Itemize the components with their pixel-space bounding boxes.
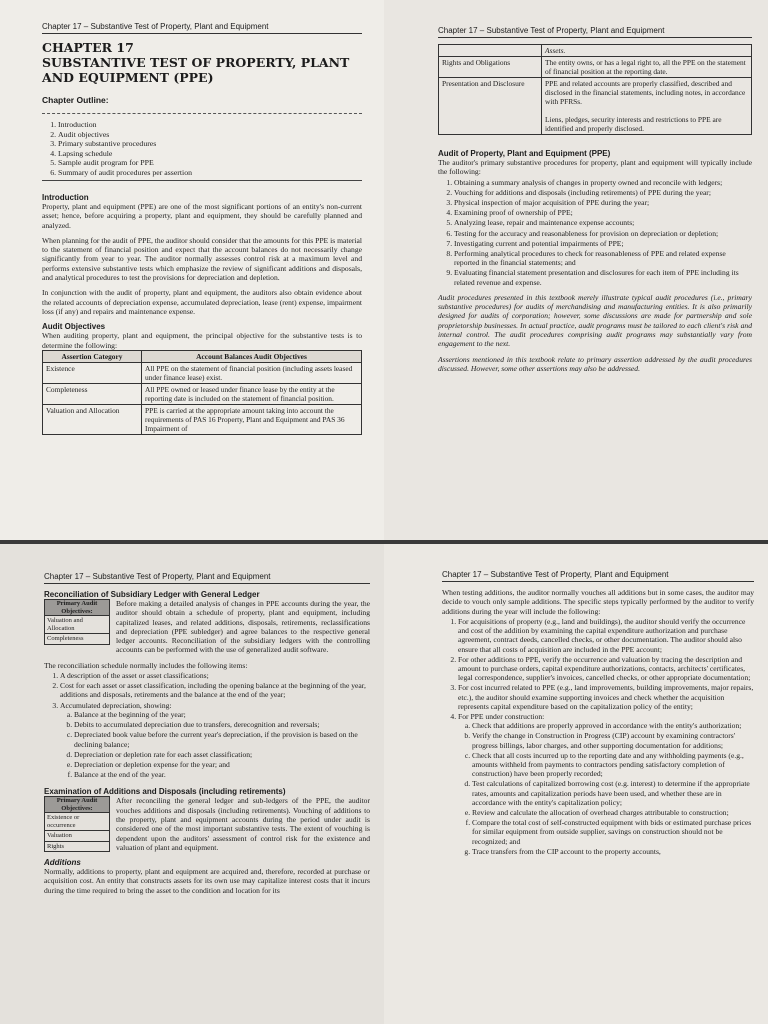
- italic-note: Assertions mentioned in this textbook relate to primary assertion addressed by the audit procedures discussed. However, some other assertions may also be addressed.: [438, 354, 752, 373]
- table-cell: Valuation and Allocation: [43, 404, 142, 434]
- list-item: [458, 712, 754, 856]
- sub-list-item: f. Balance at the end of the year.: [74, 770, 370, 779]
- objectives-box: [44, 796, 110, 852]
- list-item: [60, 701, 370, 780]
- outline-item: 5. Sample audit program for PPE: [58, 158, 362, 168]
- objectives-box-heading: Primary Audit Objectives:: [45, 797, 109, 813]
- list-item: 1. Obtaining a summary analysis of changes in property owned and reconcile with ledgers;: [454, 178, 752, 187]
- objectives-box-item: Rights: [47, 842, 64, 850]
- section-heading: Examination of Additions and Disposals (including retirements): [44, 787, 286, 797]
- table-cell: Completeness: [43, 383, 142, 404]
- section-heading: Introduction: [42, 193, 89, 202]
- chapter-title: CHAPTER 17 SUBSTANTIVE TEST OF PROPERTY, PLANT AND EQUIPMENT (PPE): [42, 40, 350, 85]
- paragraph: After reconciling the general ledger and sub-ledgers of the PPE, the auditor vouches additions and disposals (including retirements). Vouching of additions to the property, plant and equipment accounts during the period under audit is considered one of the most important substantive tests. The extent of vouching is dependent upon the auditors' assessment of control risk for the existence and valuation of plant and equipment.: [116, 796, 370, 852]
- paragraph: Property, plant and equipment (PPE) are one of the most significant portions of an entity's non-current asset; hence, before acquiring a property, plant and equipment, they should be carefully planned and analyzed.: [42, 202, 362, 230]
- outline-item: 1. Introduction: [58, 120, 362, 130]
- sub-list-item: e. Review and calculate the allocation of overhead charges attributable to construction;: [472, 808, 754, 817]
- outline-item: 6. Summary of audit procedures per assertion: [58, 168, 362, 178]
- objectives-box-heading: Primary Audit Objectives:: [45, 600, 109, 616]
- table-row: [43, 362, 362, 383]
- sub-list-item: c. Check that all costs incurred up to the reporting date and any withholding payments (e.g., amounts withheld from payments to contractors pending satisfactory completion of construction) have been properly recorded;: [472, 751, 754, 779]
- objectives-box-item: Valuation and Allocation: [45, 616, 109, 634]
- sub-list-item: b. Verify the change in Construction in Progress (CIP) account by examining contractors' progress billings, labor charges, and other supporting documentation for additions;: [472, 731, 754, 749]
- outline-item: 2. Audit objectives: [58, 130, 362, 140]
- outline-heading: Chapter Outline:: [42, 95, 362, 114]
- list-item: 1. A description of the asset or asset classifications;: [60, 671, 370, 680]
- outline-item: 3. Primary substantive procedures: [58, 139, 362, 149]
- paragraph: Before making a detailed analysis of changes in PPE accounts during the year, the auditor should obtain a schedule of property, plant and equipment, including capitalized leases, and related additions, disposals, retirements, reclassifications and depreciation (PPE subledger) and agree balances to the respective general ledger accounts. Reconciliation of the subsidiary ledgers with the controlling accounts can be performed with the use of generalized audit software.: [116, 599, 370, 655]
- italic-note: Audit procedures presented in this textbook merely illustrate typical audit procedures (i.e., primary substantive procedures) for audits of merchandising and manufacturing entities. It is also primarily designed for audits of corporation; however, some discussions are made for partnership and sole proprietorship businesses. In actual practice, audit programs must be tailored to each client's risk and internal control. The audit procedures comprising audit programs may substantially vary from engagement to the next.: [438, 292, 752, 349]
- table-cell: All PPE owned or leased under finance lease by the entity at the reporting date is included on the statement of financial position.: [142, 383, 362, 404]
- section-heading: Audit Objectives: [42, 322, 106, 332]
- table-cell: Existence: [43, 362, 142, 383]
- running-head: Chapter 17 – Substantive Test of Property, Plant and Equipment: [42, 22, 362, 34]
- table-cell: Presentation and Disclosure: [439, 78, 542, 135]
- sub-list-item: g. Trace transfers from the CIP account to the property accounts,: [472, 847, 754, 856]
- paragraph: When testing additions, the auditor normally vouches all additions but in some cases, the auditor may decide to vouch only sample additions. The specific steps typically performed by the auditor to verify additions during the year will include the following:: [442, 588, 754, 616]
- sub-list-item: d. Depreciation or depletion rate for each asset classification;: [74, 750, 370, 759]
- outline-item: 4. Lapsing schedule: [58, 149, 362, 159]
- sub-list-item: f. Compare the total cost of self-constructed equipment with bids or estimated purchase prices for similar equipment from outside supplier, savings on construction should not be recognized; and: [472, 818, 754, 846]
- sub-list: [458, 721, 754, 856]
- page-bottom-left: [0, 544, 384, 1024]
- page-top-right: [384, 0, 768, 540]
- table-cell: [439, 45, 542, 57]
- running-head: Chapter 17 – Substantive Test of Property, Plant and Equipment: [44, 572, 370, 584]
- list-item: 5. Analyzing lease, repair and maintenance expense accounts;: [454, 218, 752, 227]
- list-item: 2. For other additions to PPE, verify the occurrence and valuation by tracing the description and amount to purchase orders, capital expenditure authorizations, contacts, architects' certificates, legal correspondence, supplier's invoices, cancelled checks, or other appropriate documentation;: [458, 655, 754, 683]
- paragraph: When planning for the audit of PPE, the auditor should consider that the amounts for this PPE is material to the statement of financial position and expect that the account balances do not necessarily change significantly from year to year. The auditor normally assesses control risk at a maximum level and performs extensive substantive tests which emphasize the review of significant additions and disposals, and analytical procedures to test the provisions for depreciation and depletion.: [42, 235, 362, 283]
- list-item-text: For PPE under construction:: [458, 711, 545, 721]
- paragraph: In conjunction with the audit of property, plant and equipment, the auditors also obtain evidence about the related accounts of depreciation expense, accumulated depreciation, lease (rent) expense, impairment loss (if any) and repairs and maintenance expense.: [42, 288, 362, 316]
- table-cell: PPE and related accounts are properly classified, described and disclosed in the financial statements, including notes, in accordance with PFRSs. Liens, pledges, security interests and restrictions to PPE are identified and properly disclosed.: [542, 78, 752, 135]
- list-item: 9. Evaluating financial statement presentation and disclosures for each item of PPE including its related revenue and expense.: [454, 268, 752, 286]
- objectives-box-item: Completeness: [47, 635, 84, 642]
- sub-list-item: e. Depreciation or depletion expense for the year; and: [74, 760, 370, 769]
- table-cell: Assets.: [542, 45, 752, 57]
- list-item-text: Accumulated depreciation, showing:: [60, 700, 172, 710]
- list-item: 3. Physical inspection of major acquisition of PPE during the year;: [454, 198, 752, 207]
- running-head: Chapter 17 – Substantive Test of Property, Plant and Equipment: [442, 570, 754, 582]
- table-row: [43, 404, 362, 434]
- audit-objectives-table: [42, 350, 362, 435]
- table-header: Account Balances Audit Objectives: [142, 350, 362, 362]
- list-item: 6. Testing for the accuracy and reasonableness for provision on depreciation or depletion;: [454, 229, 752, 238]
- table-cell: PPE is carried at the appropriate amount taking into account the requirements of PAS 16 Property, Plant and Equipment and PAS 36 Impairment of: [142, 404, 362, 434]
- table-row: [439, 57, 752, 78]
- sub-list-item: a. Balance at the beginning of the year;: [74, 710, 370, 719]
- objectives-box-item: Existence or occurrence: [45, 813, 109, 831]
- paragraph: Normally, additions to property, plant and equipment are acquired and, therefore, recorded at purchase or acquisition cost. An entity that constructs assets for its own use may capitalize interest costs that it incurs during the time required to bring the asset to the condition and location for its: [44, 867, 370, 895]
- list-item: 2. Cost for each asset or asset classification, including the opening balance at the beginning of the year, additions and disposals, retirements and the balance at the end of the year;: [60, 681, 370, 699]
- list-item: 3. For cost incurred related to PPE (e.g., land improvements, building improvements, major repairs, etc.), the auditor should examine supporting invoices and check whether the acquisition represents capital expenditure based on the capitalization policy of the entity;: [458, 683, 754, 711]
- section-heading: Additions: [44, 858, 81, 868]
- table-header: Assertion Category: [43, 350, 142, 362]
- chapter-outline: [42, 120, 362, 181]
- list-item: 1. For acquisitions of property (e.g., land and buildings), the auditor should verify the occurrence and cost of the addition by examining the capital expenditure authorization and purchase agreement, contract deeds, cancelled checks, or other documentation. The auditor should also ensure that all costs of acquisition are included in the PPE account;: [458, 617, 754, 654]
- sub-list-item: c. Depreciated book value before the current year's depreciation, if the provision is based on the declining balance;: [74, 730, 370, 748]
- sub-list-item: b. Debits to accumulated depreciation due to transfers, derecognition and reversals;: [74, 720, 370, 729]
- paragraph: When auditing property, plant and equipment, the principal objective for the substantive tests is to determine the following:: [42, 331, 362, 350]
- list-item: 2. Vouching for additions and disposals (including retirements) of PPE during the year;: [454, 188, 752, 197]
- additions-steps-list: [442, 617, 754, 856]
- table-cell: The entity owns, or has a legal right to, all the PPE on the statement of financial position at the reporting date.: [542, 57, 752, 78]
- table-cell: All PPE on the statement of financial position (including assets leased under finance lease) exist.: [142, 362, 362, 383]
- sub-list-item: a. Check that additions are properly approved in accordance with the entity's authorization;: [472, 721, 754, 730]
- objectives-box-item: Valuation: [45, 831, 109, 842]
- procedure-list: [438, 178, 752, 287]
- reconciliation-list: [44, 671, 370, 779]
- paragraph: The reconciliation schedule normally includes the following items:: [44, 660, 248, 670]
- table-row: [43, 383, 362, 404]
- table-row: [439, 45, 752, 57]
- audit-objectives-table-continued: [438, 44, 752, 135]
- table-row: [439, 78, 752, 135]
- section-heading: Audit of Property, Plant and Equipment (PPE): [438, 149, 611, 158]
- section-heading: Reconciliation of Subsidiary Ledger with General Ledger: [44, 590, 260, 599]
- list-item: 4. Examining proof of ownership of PPE;: [454, 208, 752, 217]
- paragraph: The auditor's primary substantive procedures for property, plant and equipment will typically include the following:: [438, 158, 752, 177]
- objectives-box: [44, 599, 110, 645]
- sub-list: [60, 710, 370, 779]
- list-item: 7. Investigating current and potential impairments of PPE;: [454, 239, 752, 248]
- table-cell: Rights and Obligations: [439, 57, 542, 78]
- page-bottom-right: [384, 544, 768, 1024]
- list-item: 8. Performing analytical procedures to check for reasonableness of PPE and related expense reported in the financial statements; and: [454, 249, 752, 267]
- running-head: Chapter 17 – Substantive Test of Property, Plant and Equipment: [438, 26, 752, 38]
- sub-list-item: d. Test calculations of capitalized borrowing cost (e.g. interest) to determine if the appropriate rates, amounts and capitalization periods have been used, and whether these are in accordance with the entity's capitalization policy;: [472, 779, 754, 807]
- page-top-left: [0, 0, 384, 540]
